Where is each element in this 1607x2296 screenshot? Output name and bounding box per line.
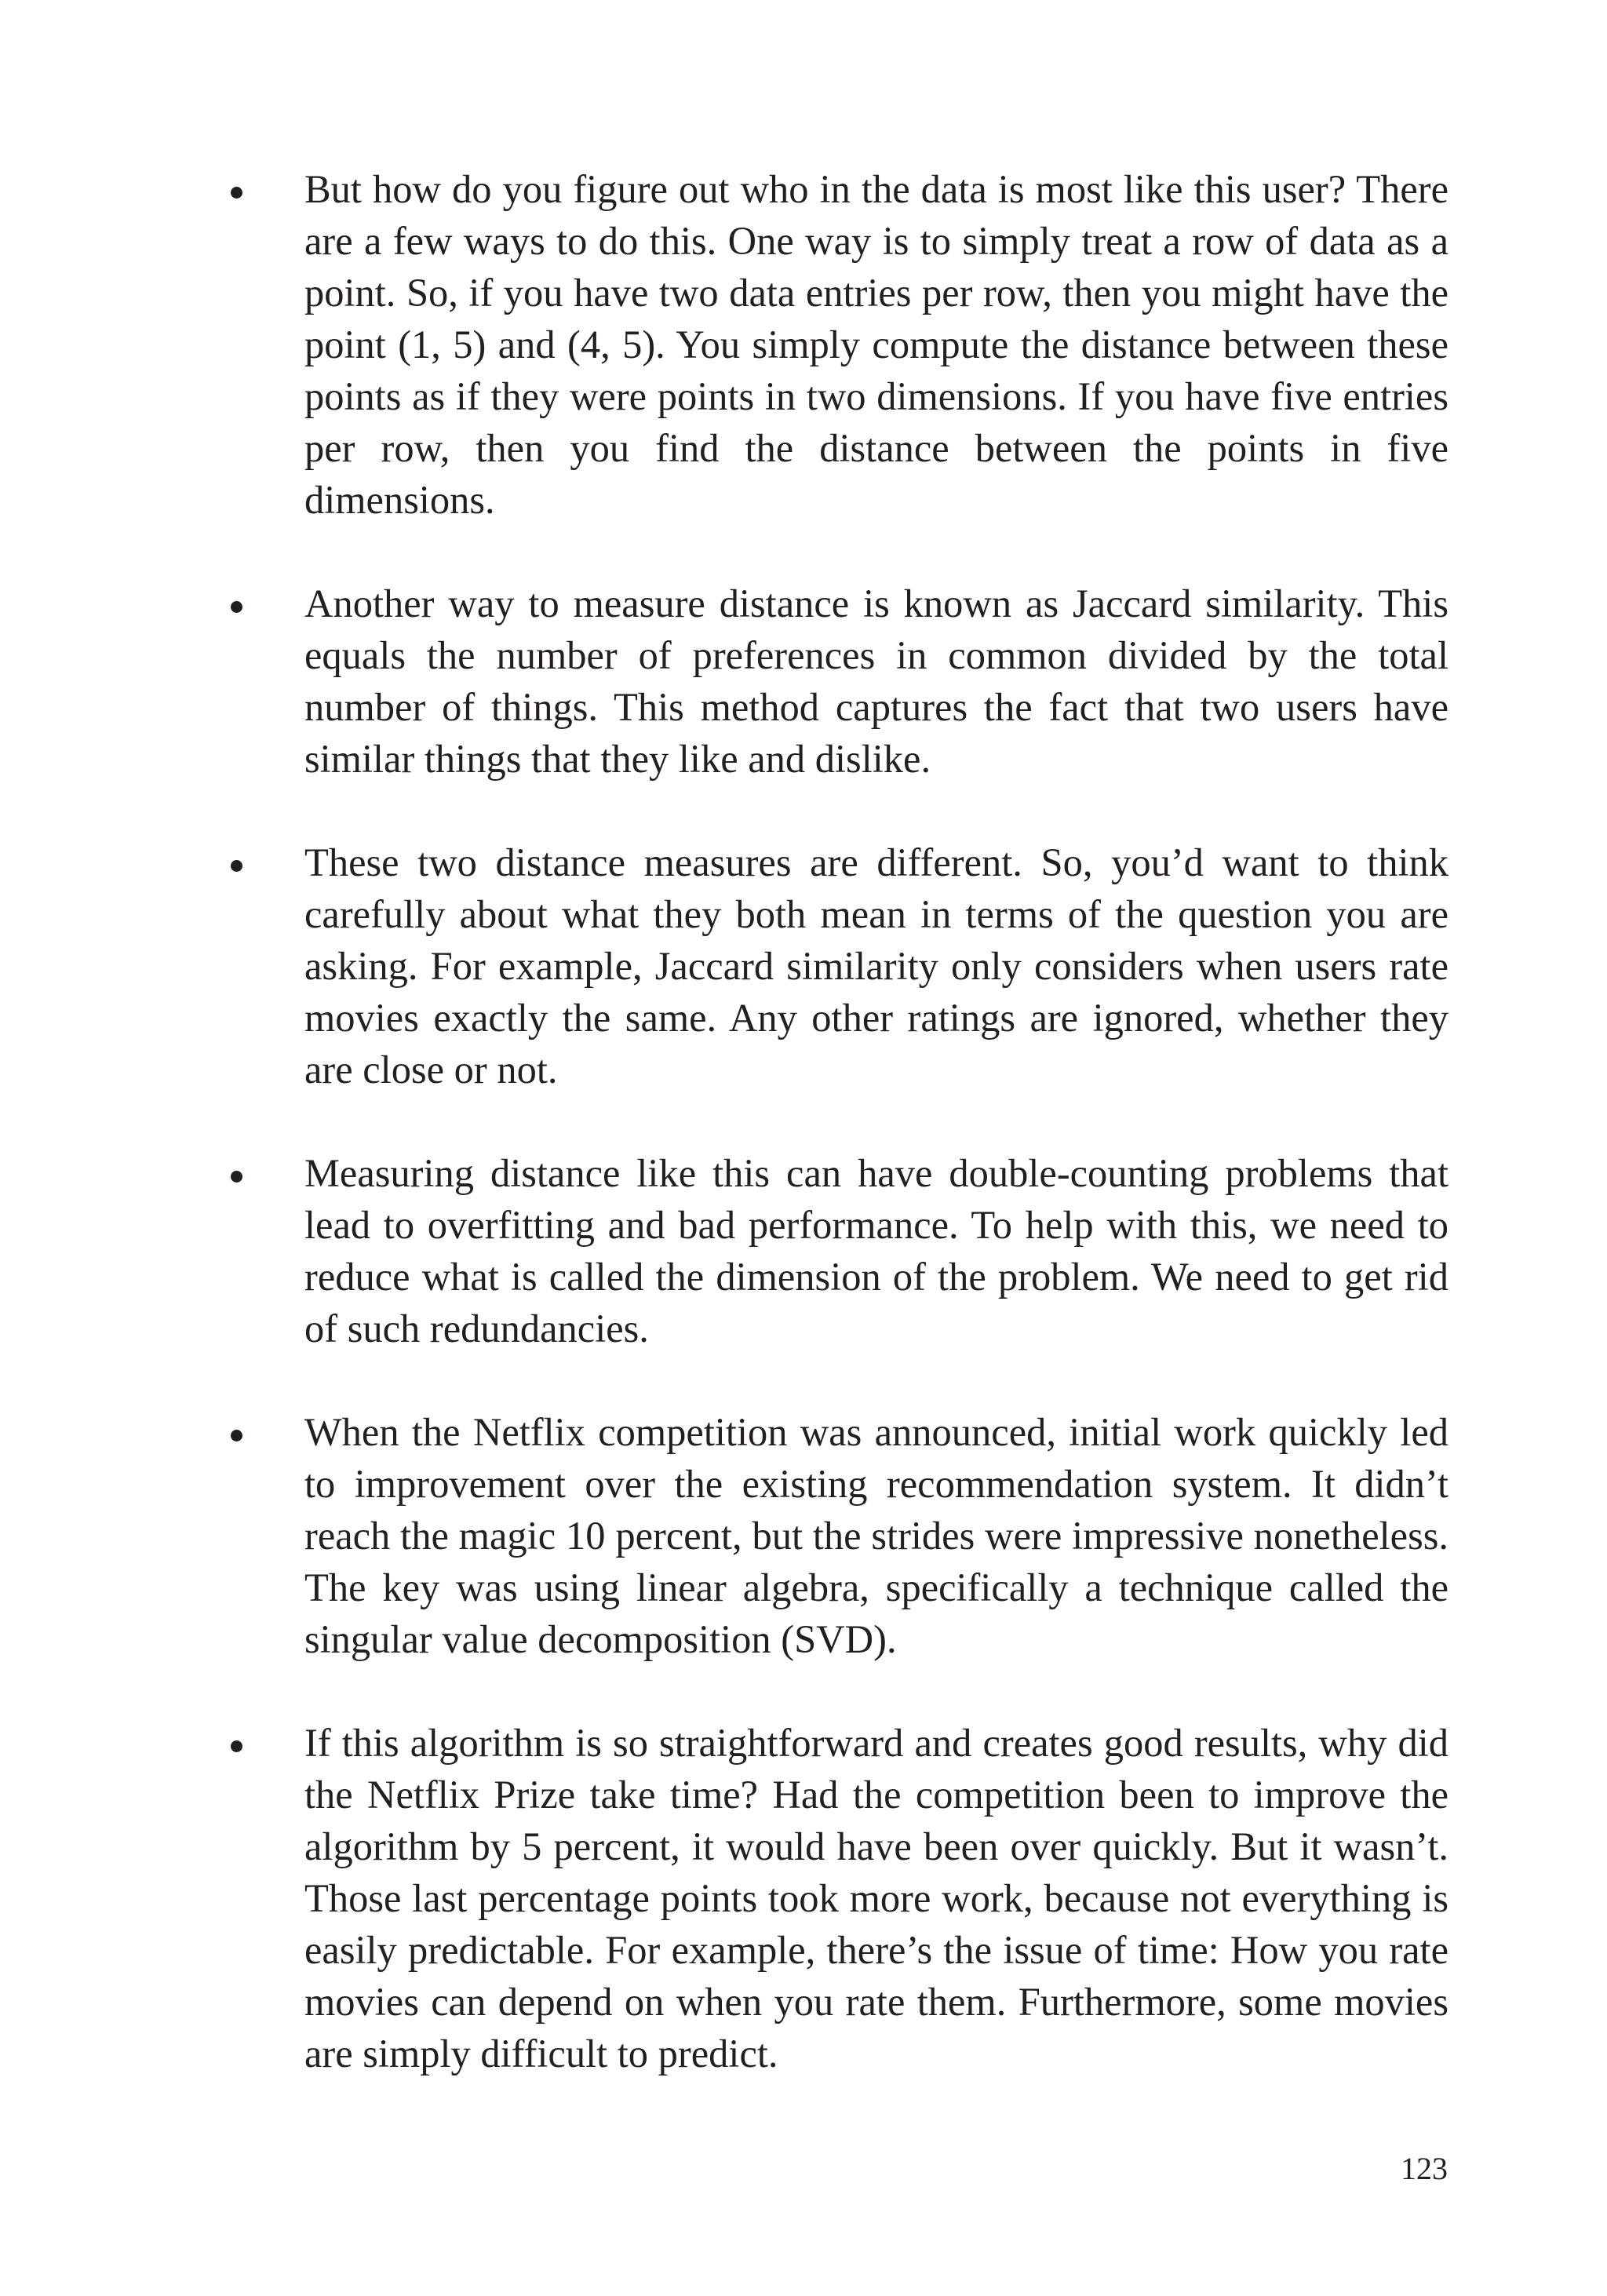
bullet-icon [231,1430,242,1441]
bullet-icon [231,601,242,613]
bullet-item [226,578,1448,785]
bullet-item [226,836,1448,1095]
bullet-text: Another way to measure distance is known as Jaccard similarity. This equals the number of preferences in common divided by the total number of things. This method captures the fact that two users have similar things that they like and dislike. [304,581,1448,781]
bullet-text: These two distance measures are different. So, you’d want to think carefully about what they both mean in terms of the question you are asking. For example, Jaccard similarity only considers when users rate movies exactly the same. Any other ratings are ignored, whether they are close or not. [304,840,1448,1092]
page-number: 123 [1401,2151,1448,2186]
bullet-item [226,163,1448,526]
bullet-item [226,1147,1448,1354]
bullet-text: But how do you figure out who in the data is most like this user? There are a few ways to do this. One way is to simply treat a row of data as a point. So, if you have two data entries per row, then you might have the point (1, 5) and (4, 5). You simply compute the distance between these points as if they were points in two dimensions. If you have five entries per row, then you find the distance between the points in five dimensions. [304,167,1448,522]
bullet-list [226,163,1448,2131]
bullet-icon [231,860,242,872]
bullet-icon [231,1740,242,1752]
bullet-text: Measuring distance like this can have double-counting problems that lead to overfitting and bad performance. To help with this, we need to reduce what is called the dimension of the problem. We need to get rid of such redundancies. [304,1151,1448,1350]
bullet-item [226,1717,1448,2079]
bullet-text: When the Netflix competition was announced, initial work quickly led to improvement over the existing recommendation system. It didn’t reach the magic 10 percent, but the strides were impressive nonetheless. The key was using linear algebra, specifically a technique called the singular value decomposition (SVD). [304,1410,1448,1661]
bullet-text: If this algorithm is so straightforward and creates good results, why did the Netflix Prize take time? Had the competition been to improve the algorithm by 5 percent, it would have been over quickly. But it wasn’t. Those last percentage points took more work, because not everything is easily predictable. For example, there’s the issue of time: How you rate movies can depend on when you rate them. Furthermore, some movies are simply difficult to predict. [304,1721,1448,2076]
bullet-item [226,1406,1448,1665]
bullet-icon [231,187,242,199]
bullet-icon [231,1171,242,1183]
